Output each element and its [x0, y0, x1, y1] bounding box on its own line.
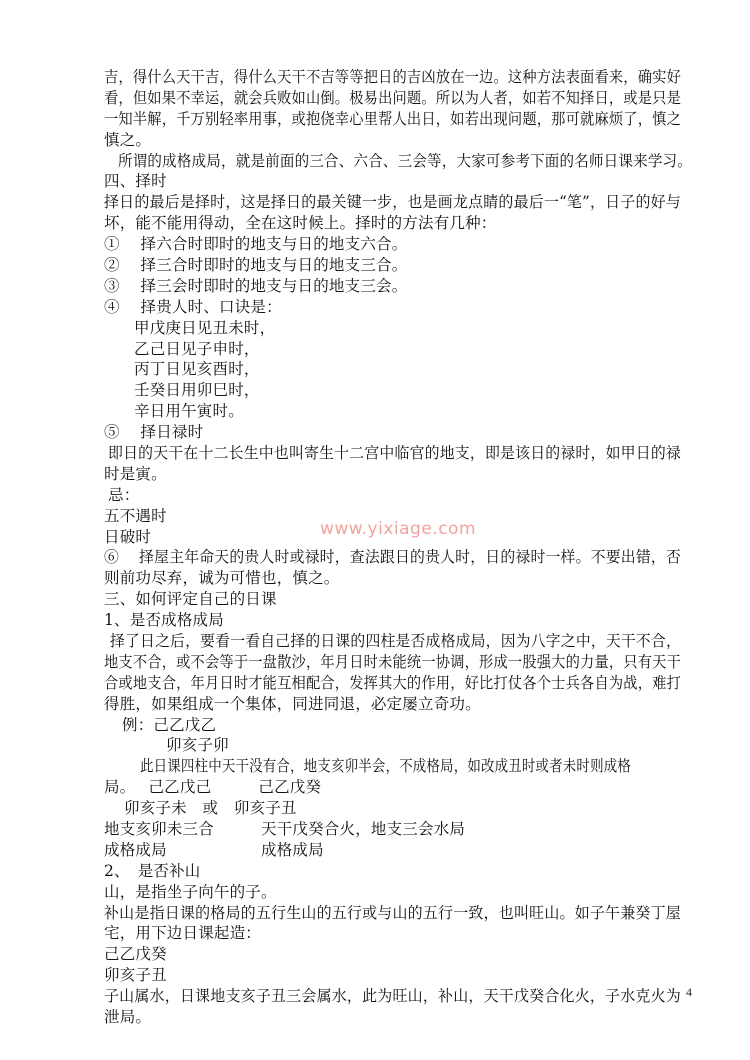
text-line-content: ② 择三合时即时的地支与日的地支三合。 [104, 256, 408, 274]
text-line [104, 672, 732, 694]
text-line [108, 484, 139, 506]
text-line-content: 己乙戊癸 [104, 945, 167, 963]
text-line-content: 择了日之后，要看一看自己择的日课的四柱是否成格成局，因为八字之中，天干不合， [110, 632, 682, 650]
text-line-content: 合或地支合，年月日时才能互相配合，发挥其大的作用，好比打仗各个士兵各自为战，难打 [104, 674, 682, 692]
text-line-content: 补山是指日课的格局的五行生山的五行或与山的五行一致，也叫旺山。如子午兼癸丁屋 [104, 904, 681, 922]
text-line [134, 338, 260, 360]
text-line-content: 地支亥卯未三合 天干戊癸合火，地支三会水局 [104, 820, 466, 838]
text-line-content: ⑤ 择日禄时 [104, 423, 204, 441]
text-line [104, 275, 407, 297]
text-line [104, 881, 277, 903]
text-line-content: 择日的最后是择时，这是择日的最关键一步，也是画龙点睛的最后一“笔”，日子的好与 [104, 193, 681, 211]
text-line-content: 得胜，如果组成一个集体，同进同退，必定屡立奇功。 [104, 695, 481, 713]
text-line [122, 714, 216, 736]
text-line [108, 442, 705, 464]
text-line-content: 局。 己乙戊己 己乙戊癸 [104, 778, 322, 796]
text-line [104, 839, 324, 861]
text-line [104, 902, 701, 924]
text-line [104, 87, 732, 109]
text-line-content: 所谓的成格成局，就是前面的三合、六合、三会等，大家可参考下面的名师日课来学习。 [118, 152, 692, 170]
text-line [134, 317, 275, 339]
text-line [124, 797, 297, 819]
text-line-content: 泄局。 [104, 1008, 152, 1026]
text-line-content: ④ 择贵人时、口诀是： [104, 298, 282, 316]
text-line-content: 成格成局 成格成局 [104, 841, 324, 859]
text-line [104, 609, 224, 631]
text-line [104, 860, 201, 882]
text-line-content: 即日的天干在十二长生中也叫寄生十二宫中临官的地支，即是该日的禄时，如甲日的禄 [108, 444, 681, 462]
text-line-content: 乙己日见子申时， [134, 340, 260, 358]
text-line [104, 651, 732, 673]
text-line-content: 地支不合，或不会等于一盘散沙，年月日时未能统一协调，形成一股强大的力量，只有天干 [104, 653, 682, 671]
text-line-content: 五不遇时 [104, 507, 167, 525]
text-line [104, 254, 407, 276]
text-line-content: 丙丁日见亥酉时， [134, 360, 260, 378]
text-line-content: 日破时 [104, 528, 152, 546]
text-line-content: 2、 是否补山 [104, 862, 201, 880]
text-line-content: 例：己乙戊乙 [122, 716, 217, 734]
text-line [104, 505, 167, 527]
text-line-content: ① 择六合时即时的地支与日的地支六合。 [104, 235, 408, 253]
text-line [104, 212, 497, 234]
text-line [104, 526, 151, 548]
text-line [104, 567, 340, 589]
text-line-content: 坏，能不能用得动，全在这时候上。择时的方法有几种： [104, 214, 497, 232]
text-line [104, 1006, 151, 1028]
text-line-content: 宅，用下边日课起造： [104, 924, 262, 942]
page-number: 4 [686, 985, 692, 999]
text-line [104, 964, 167, 986]
text-line [104, 66, 732, 88]
text-line [104, 233, 407, 255]
text-line-content: 卯亥子卯 [166, 736, 229, 754]
text-line-content: 慎之。 [104, 131, 152, 149]
text-line-content: 卯亥子未 或 卯亥子丑 [124, 799, 297, 817]
text-line [104, 191, 701, 213]
watermark: www.yixiage.com [320, 519, 477, 539]
text-line-content: 辛日用午寅时。 [134, 402, 244, 420]
text-line [104, 170, 167, 192]
text-line-content: 三、如何评定自己的日课 [104, 590, 277, 608]
text-line-content: 山，是指坐子向午的子。 [104, 883, 277, 901]
text-line [104, 463, 167, 485]
text-line-content: 卯亥子丑 [104, 966, 167, 984]
text-line [104, 296, 282, 318]
text-line [104, 818, 465, 840]
text-line [140, 755, 705, 777]
text-line-content: 此日课四柱中天干没有合，地支亥卯半会，不成格局，如改成丑时或者未时则成格 [140, 757, 631, 775]
text-line [104, 129, 151, 151]
text-line [134, 379, 260, 401]
text-line [104, 922, 261, 944]
text-line-content: 甲戊庚日见丑未时， [134, 319, 276, 337]
text-line [134, 358, 260, 380]
text-line-content: 看，但如果不幸运，就会兵败如山倒。极易出问题。所以为人者，如若不知择日，或是只是 [104, 89, 682, 107]
text-line [118, 150, 730, 172]
text-line [104, 693, 481, 715]
text-line [104, 776, 321, 798]
text-line-content: ⑥ 择屋主年命天的贵人时或禄时，查法跟日的贵人时，日的禄时一样。不要出错，否 [104, 548, 682, 566]
text-line-content: 四、择时 [104, 172, 167, 190]
text-line [104, 546, 706, 568]
text-line-content: 则前功尽弃，诚为可惜也，慎之。 [104, 569, 340, 587]
text-line [104, 985, 701, 1007]
text-line [134, 400, 244, 422]
text-line [104, 588, 277, 610]
text-line [104, 108, 732, 130]
text-line-content: 一知半解，千万别轻率用事，或抱侥幸心里帮人出日，如若出现问题，那可就麻烦了，慎之 [104, 110, 682, 128]
text-line-content: 子山属水，日课地支亥子丑三会属水，此为旺山，补山，天干戊癸合化火，子水克火为 [104, 987, 681, 1005]
text-line [104, 421, 203, 443]
text-line [104, 943, 167, 965]
text-line-content: 忌： [108, 486, 140, 504]
text-line-content: 时是寅。 [104, 465, 167, 483]
text-line [166, 734, 229, 756]
text-line-content: 1、是否成格成局 [104, 611, 224, 629]
text-line-content: 吉，得什么天干吉，得什么天干不吉等等把日的吉凶放在一边。这种方法表面看来，确实好 [104, 68, 682, 86]
text-line [110, 630, 707, 652]
text-line-content: 壬癸日用卯巳时， [134, 381, 260, 399]
text-line-content: ③ 择三会时即时的地支与日的地支三会。 [104, 277, 408, 295]
